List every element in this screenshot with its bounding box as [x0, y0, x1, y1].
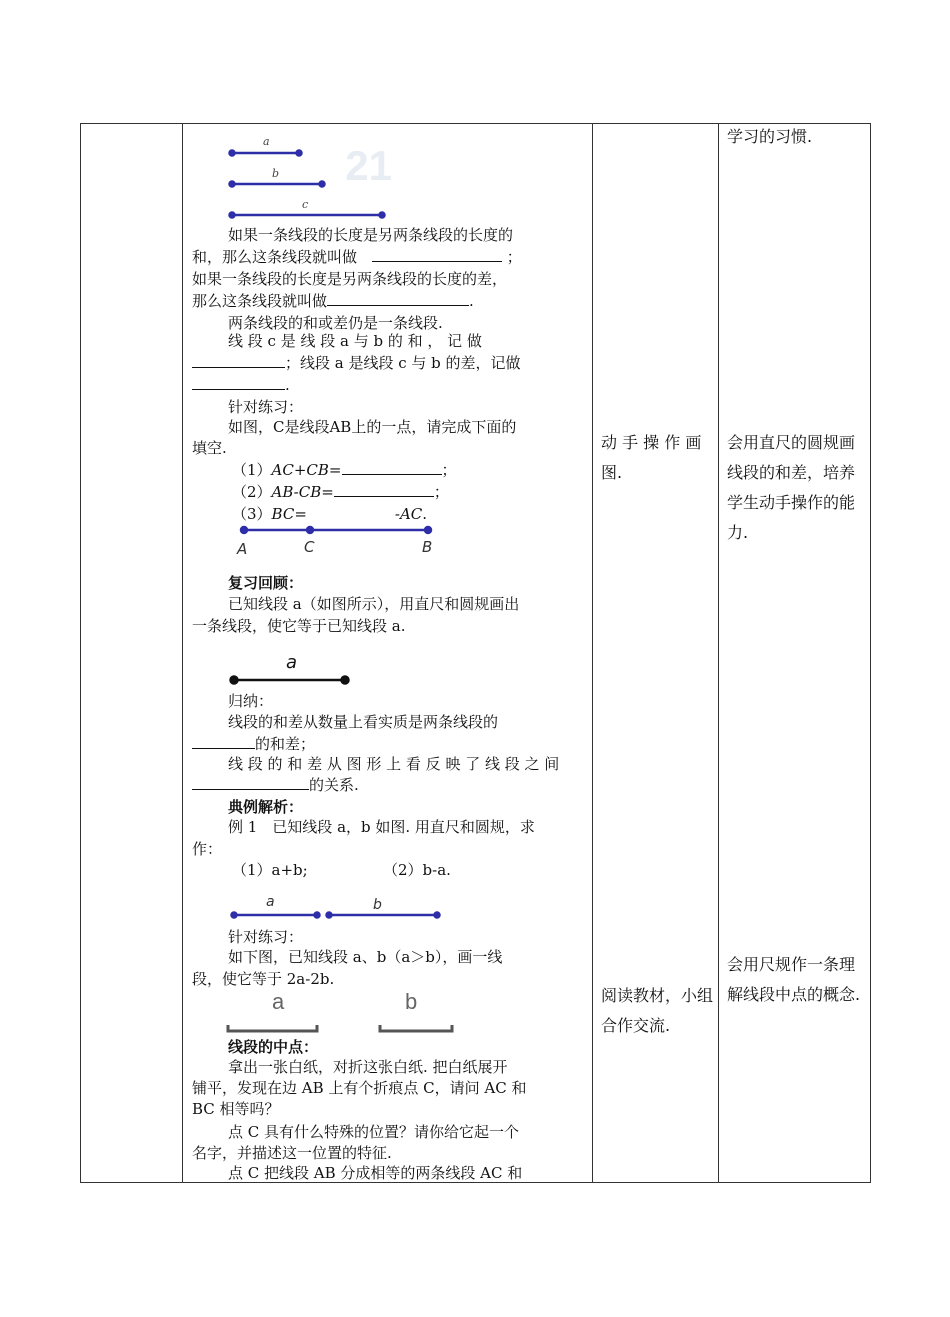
label-C: C — [304, 538, 315, 556]
practice-segments-figure — [222, 985, 462, 1035]
summary-line2: 的和差； — [192, 733, 315, 756]
intent-habit: 学习的习惯. — [727, 127, 813, 146]
practice1-item1: （1）AC+CB= ； — [232, 461, 457, 479]
column-divider — [182, 124, 183, 1182]
practice2-title: 针对练习： — [228, 928, 304, 946]
midpoint-title: 线段的中点： — [228, 1038, 319, 1056]
example-line1: 例 1 已知线段 a，b 如图. 用直尺和圆规，求 — [228, 818, 535, 836]
practice1-q-line2: 填空. — [192, 439, 227, 457]
midpoint-line5: 名字，并描述这一位置的特征. — [192, 1144, 392, 1162]
example-segments-figure — [225, 890, 445, 925]
practice1-item2: （2）AB-CB= ； — [232, 483, 449, 501]
midpoint-line2: 铺平，发现在边 AB 上有个折痕点 C，请问 AC 和 — [192, 1079, 527, 1097]
midpoint-line3: BC 相等吗？ — [192, 1100, 280, 1118]
summary-line3: 线 段 的 和 差 从 图 形 上 看 反 映 了 线 段 之 间 — [228, 755, 560, 773]
column-divider — [592, 124, 593, 1182]
sum-def-line1: 如果一条线段的长度是另两条线段的长度的 — [228, 226, 514, 244]
example-label-a: a — [266, 894, 275, 910]
sum-def-line2: 和，那么这条线段就叫做 ； — [192, 248, 522, 266]
practice1-q-line1: 如图，C是线段AB上的一点，请完成下面的 — [228, 418, 517, 436]
midpoint-line6: 点 C 把线段 AB 分成相等的两条线段 AC 和 — [228, 1164, 523, 1182]
midpoint-line4: 点 C 具有什么特殊的位置？请你给它起一个 — [228, 1123, 520, 1141]
column-divider — [718, 124, 719, 1182]
summary-line4: 的关系. — [192, 774, 359, 797]
review-line1: 已知线段 a（如图所示），用直尺和圆规画出 — [228, 595, 520, 613]
label-c: c — [302, 198, 309, 211]
label-b: b — [272, 167, 280, 180]
practice1-title: 针对练习： — [228, 398, 304, 416]
activity-draw: 动 手 操 作 画 图. — [601, 433, 702, 482]
label-a: a — [263, 135, 270, 148]
segments-abc-figure — [222, 128, 397, 223]
example-line2: 作： — [192, 840, 223, 858]
label-A: A — [237, 540, 248, 558]
segment-acb-figure — [230, 520, 445, 560]
still-segment-text: 两条线段的和或差仍是一条线段. — [228, 314, 443, 332]
practice-label-b: b — [405, 989, 418, 1014]
label-B: B — [422, 538, 433, 556]
intent-draw-sum-diff: 会用直尺的圆规画线段的和差，培养学生动手操作的能力. — [727, 433, 856, 542]
practice2-line1: 如下图，已知线段 a、b（a＞b），画一线 — [228, 948, 503, 966]
example-title: 典例解析： — [228, 798, 304, 816]
practice2-line2: 段，使它等于 2a-2b. — [192, 970, 335, 988]
c-is-sum-line1: 线 段 c 是 线 段 a 与 b 的 和 ， 记 做 — [228, 332, 482, 350]
review-title: 复习回顾： — [228, 574, 304, 592]
practice1-item3: （3）BC= -AC. — [232, 505, 428, 523]
practice-label-a: a — [272, 989, 285, 1014]
midpoint-line1: 拿出一张白纸，对折这张白纸. 把白纸展开 — [228, 1058, 508, 1076]
label-a-review: a — [286, 652, 298, 673]
review-line2: 一条线段，使它等于已知线段 a. — [192, 617, 406, 635]
summary-title: 归纳： — [228, 692, 274, 710]
intent-midpoint: 会用尺规作一条理解线段中点的概念. — [727, 955, 861, 1004]
diff-def-line2: 那么这条线段就叫做 . — [192, 292, 474, 310]
example-label-b: b — [373, 897, 382, 913]
diff-def-line1: 如果一条线段的长度是另两条线段的长度的差， — [192, 270, 508, 288]
c-is-sum-line2: ；线段 a 是线段 c 与 b 的差，记做 — [192, 352, 521, 375]
example-part1: （1）a+b; — [232, 861, 308, 879]
practice-segment-a — [228, 1025, 317, 1031]
practice-segment-b — [380, 1025, 452, 1031]
example-part2: （2）b-a. — [383, 861, 451, 879]
watermark: 21 — [345, 142, 392, 189]
c-is-sum-line3: . — [192, 374, 290, 397]
summary-line1: 线段的和差从数量上看实质是两条线段的 — [228, 713, 499, 731]
activity-read: 阅读教材，小组合作交流. — [601, 986, 714, 1035]
segment-a-figure — [225, 648, 355, 688]
